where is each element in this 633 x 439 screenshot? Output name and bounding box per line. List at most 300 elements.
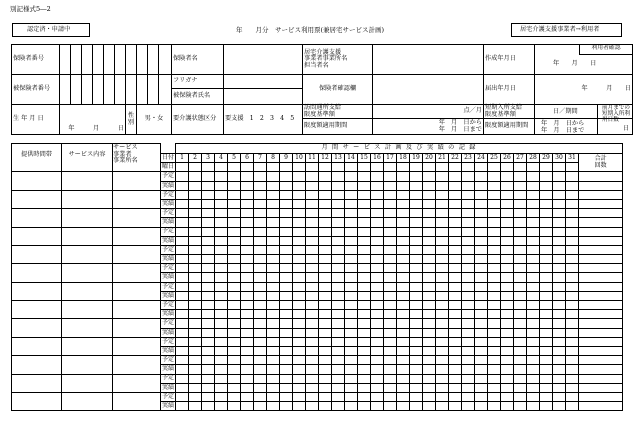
day-cell[interactable] (358, 356, 371, 365)
day-cell[interactable] (423, 282, 436, 291)
total-cell[interactable] (579, 190, 623, 199)
day-cell[interactable] (501, 273, 514, 282)
day-cell[interactable] (475, 310, 488, 319)
day-cell[interactable] (384, 190, 397, 199)
day-cell[interactable] (514, 301, 527, 310)
day-cell[interactable] (384, 402, 397, 411)
day-cell[interactable] (475, 301, 488, 310)
office-cell[interactable] (113, 282, 161, 300)
day-cell[interactable] (462, 365, 475, 374)
day-cell[interactable] (566, 356, 579, 365)
day-cell[interactable] (189, 319, 202, 328)
day-cell[interactable] (254, 273, 267, 282)
weekday-cell[interactable] (553, 163, 566, 172)
day-cell[interactable] (241, 310, 254, 319)
day-cell[interactable] (202, 301, 215, 310)
day-cell[interactable] (345, 264, 358, 273)
day-cell[interactable] (267, 291, 280, 300)
day-cell[interactable] (475, 282, 488, 291)
day-cell[interactable] (176, 337, 189, 346)
day-cell[interactable] (475, 199, 488, 208)
day-cell[interactable] (332, 236, 345, 245)
day-cell[interactable] (527, 209, 540, 218)
limit-period-value[interactable]: 年 月 日から 年 月 日まで (373, 119, 484, 135)
day-cell[interactable] (462, 199, 475, 208)
total-cell[interactable] (579, 181, 623, 190)
day-cell[interactable] (228, 172, 241, 181)
day-cell[interactable] (527, 319, 540, 328)
day-cell[interactable] (488, 218, 501, 227)
day-cell[interactable] (215, 227, 228, 236)
day-cell[interactable] (527, 337, 540, 346)
day-cell[interactable] (540, 402, 553, 411)
day-cell[interactable] (176, 273, 189, 282)
day-cell[interactable] (514, 190, 527, 199)
day-cell[interactable] (501, 337, 514, 346)
day-cell[interactable] (306, 172, 319, 181)
day-cell[interactable] (319, 402, 332, 411)
day-cell[interactable] (254, 337, 267, 346)
day-cell[interactable] (189, 328, 202, 337)
day-cell[interactable] (189, 374, 202, 383)
day-cell[interactable] (436, 199, 449, 208)
day-cell[interactable] (488, 310, 501, 319)
day-cell[interactable] (176, 199, 189, 208)
day-cell[interactable] (423, 218, 436, 227)
day-cell[interactable] (423, 383, 436, 392)
weekday-cell[interactable] (345, 163, 358, 172)
day-cell[interactable] (566, 392, 579, 401)
day-cell[interactable] (176, 383, 189, 392)
day-cell[interactable] (410, 209, 423, 218)
day-cell[interactable] (397, 218, 410, 227)
day-cell[interactable] (319, 346, 332, 355)
day-cell[interactable] (293, 365, 306, 374)
day-cell[interactable] (176, 365, 189, 374)
weekday-cell[interactable] (501, 163, 514, 172)
day-cell[interactable] (345, 365, 358, 374)
day-cell[interactable] (293, 374, 306, 383)
day-cell[interactable] (410, 383, 423, 392)
day-cell[interactable] (358, 310, 371, 319)
day-cell[interactable] (449, 402, 462, 411)
day-cell[interactable] (280, 245, 293, 254)
service-cell[interactable] (62, 337, 113, 355)
day-cell[interactable] (319, 383, 332, 392)
day-cell[interactable] (228, 190, 241, 199)
day-cell[interactable] (540, 282, 553, 291)
day-cell[interactable] (319, 245, 332, 254)
day-cell[interactable] (241, 383, 254, 392)
day-cell[interactable] (345, 245, 358, 254)
day-cell[interactable] (189, 236, 202, 245)
day-cell[interactable] (475, 365, 488, 374)
day-cell[interactable] (254, 245, 267, 254)
day-cell[interactable] (475, 356, 488, 365)
day-cell[interactable] (462, 190, 475, 199)
day-cell[interactable] (228, 374, 241, 383)
day-cell[interactable] (475, 328, 488, 337)
day-cell[interactable] (527, 310, 540, 319)
day-cell[interactable] (423, 328, 436, 337)
day-cell[interactable] (527, 301, 540, 310)
day-cell[interactable] (566, 273, 579, 282)
day-cell[interactable] (397, 392, 410, 401)
total-cell[interactable] (579, 392, 623, 401)
day-cell[interactable] (228, 356, 241, 365)
day-cell[interactable] (345, 227, 358, 236)
day-cell[interactable] (423, 356, 436, 365)
day-cell[interactable] (488, 383, 501, 392)
day-cell[interactable] (306, 319, 319, 328)
service-cell[interactable] (62, 374, 113, 392)
day-cell[interactable] (553, 273, 566, 282)
day-cell[interactable] (540, 301, 553, 310)
day-cell[interactable] (540, 255, 553, 264)
day-cell[interactable] (540, 337, 553, 346)
day-cell[interactable] (514, 337, 527, 346)
day-cell[interactable] (280, 402, 293, 411)
day-cell[interactable] (462, 255, 475, 264)
day-cell[interactable] (202, 172, 215, 181)
total-cell[interactable] (579, 209, 623, 218)
day-cell[interactable] (436, 236, 449, 245)
day-cell[interactable] (202, 199, 215, 208)
day-cell[interactable] (267, 392, 280, 401)
day-cell[interactable] (254, 346, 267, 355)
weekday-cell[interactable] (306, 163, 319, 172)
day-cell[interactable] (358, 172, 371, 181)
day-cell[interactable] (449, 346, 462, 355)
day-cell[interactable] (371, 328, 384, 337)
day-cell[interactable] (280, 282, 293, 291)
day-cell[interactable] (449, 365, 462, 374)
day-cell[interactable] (371, 291, 384, 300)
day-cell[interactable] (345, 301, 358, 310)
day-cell[interactable] (358, 301, 371, 310)
day-cell[interactable] (319, 301, 332, 310)
day-cell[interactable] (254, 236, 267, 245)
day-cell[interactable] (215, 328, 228, 337)
day-cell[interactable] (449, 273, 462, 282)
day-cell[interactable] (436, 190, 449, 199)
day-cell[interactable] (267, 310, 280, 319)
day-cell[interactable] (202, 337, 215, 346)
day-cell[interactable] (553, 356, 566, 365)
day-cell[interactable] (358, 227, 371, 236)
weekday-cell[interactable] (228, 163, 241, 172)
day-cell[interactable] (423, 255, 436, 264)
day-cell[interactable] (501, 236, 514, 245)
day-cell[interactable] (176, 181, 189, 190)
day-cell[interactable] (371, 255, 384, 264)
day-cell[interactable] (254, 310, 267, 319)
day-cell[interactable] (488, 365, 501, 374)
day-cell[interactable] (189, 356, 202, 365)
day-cell[interactable] (371, 356, 384, 365)
day-cell[interactable] (358, 218, 371, 227)
day-cell[interactable] (332, 328, 345, 337)
office-cell[interactable] (113, 374, 161, 392)
day-cell[interactable] (189, 402, 202, 411)
day-cell[interactable] (332, 392, 345, 401)
day-cell[interactable] (384, 264, 397, 273)
day-cell[interactable] (215, 172, 228, 181)
day-cell[interactable] (397, 402, 410, 411)
day-cell[interactable] (436, 383, 449, 392)
day-cell[interactable] (501, 255, 514, 264)
day-cell[interactable] (228, 273, 241, 282)
day-cell[interactable] (410, 328, 423, 337)
day-cell[interactable] (241, 319, 254, 328)
day-cell[interactable] (527, 356, 540, 365)
day-cell[interactable] (319, 374, 332, 383)
day-cell[interactable] (501, 383, 514, 392)
day-cell[interactable] (176, 346, 189, 355)
time-cell[interactable] (12, 190, 62, 208)
day-cell[interactable] (280, 319, 293, 328)
day-cell[interactable] (423, 337, 436, 346)
day-cell[interactable] (280, 218, 293, 227)
day-cell[interactable] (345, 236, 358, 245)
day-cell[interactable] (254, 264, 267, 273)
day-cell[interactable] (501, 319, 514, 328)
weekday-cell[interactable] (202, 163, 215, 172)
day-cell[interactable] (566, 172, 579, 181)
day-cell[interactable] (267, 181, 280, 190)
day-cell[interactable] (267, 346, 280, 355)
day-cell[interactable] (462, 310, 475, 319)
day-cell[interactable] (176, 301, 189, 310)
day-cell[interactable] (319, 282, 332, 291)
total-cell[interactable] (579, 291, 623, 300)
day-cell[interactable] (293, 346, 306, 355)
office-cell[interactable] (113, 227, 161, 245)
office-cell[interactable] (113, 356, 161, 374)
day-cell[interactable] (527, 264, 540, 273)
time-cell[interactable] (12, 356, 62, 374)
day-cell[interactable] (254, 199, 267, 208)
day-cell[interactable] (410, 301, 423, 310)
day-cell[interactable] (501, 392, 514, 401)
total-cell[interactable] (579, 255, 623, 264)
day-cell[interactable] (345, 383, 358, 392)
day-cell[interactable] (293, 227, 306, 236)
day-cell[interactable] (306, 282, 319, 291)
day-cell[interactable] (306, 383, 319, 392)
weekday-cell[interactable] (293, 163, 306, 172)
day-cell[interactable] (215, 374, 228, 383)
day-cell[interactable] (410, 199, 423, 208)
day-cell[interactable] (215, 218, 228, 227)
day-cell[interactable] (423, 181, 436, 190)
day-cell[interactable] (436, 209, 449, 218)
day-cell[interactable] (397, 301, 410, 310)
day-cell[interactable] (280, 190, 293, 199)
day-cell[interactable] (501, 301, 514, 310)
day-cell[interactable] (228, 245, 241, 254)
day-cell[interactable] (514, 346, 527, 355)
total-cell[interactable] (579, 319, 623, 328)
day-cell[interactable] (228, 328, 241, 337)
day-cell[interactable] (410, 282, 423, 291)
day-cell[interactable] (241, 282, 254, 291)
day-cell[interactable] (501, 328, 514, 337)
day-cell[interactable] (514, 255, 527, 264)
day-cell[interactable] (488, 319, 501, 328)
day-cell[interactable] (254, 255, 267, 264)
day-cell[interactable] (267, 227, 280, 236)
day-cell[interactable] (514, 383, 527, 392)
day-cell[interactable] (566, 236, 579, 245)
day-cell[interactable] (410, 392, 423, 401)
day-cell[interactable] (540, 291, 553, 300)
day-cell[interactable] (488, 328, 501, 337)
day-cell[interactable] (280, 346, 293, 355)
day-cell[interactable] (358, 236, 371, 245)
day-cell[interactable] (514, 374, 527, 383)
day-cell[interactable] (202, 264, 215, 273)
day-cell[interactable] (280, 392, 293, 401)
day-cell[interactable] (332, 319, 345, 328)
day-cell[interactable] (371, 282, 384, 291)
service-cell[interactable] (62, 245, 113, 263)
day-cell[interactable] (306, 255, 319, 264)
day-cell[interactable] (345, 172, 358, 181)
day-cell[interactable] (566, 374, 579, 383)
day-cell[interactable] (566, 264, 579, 273)
day-cell[interactable] (410, 190, 423, 199)
day-cell[interactable] (241, 402, 254, 411)
day-cell[interactable] (475, 383, 488, 392)
day-cell[interactable] (280, 337, 293, 346)
day-cell[interactable] (449, 236, 462, 245)
time-cell[interactable] (12, 245, 62, 263)
day-cell[interactable] (501, 291, 514, 300)
weekday-cell[interactable] (462, 163, 475, 172)
day-cell[interactable] (488, 209, 501, 218)
day-cell[interactable] (332, 337, 345, 346)
day-cell[interactable] (241, 273, 254, 282)
day-cell[interactable] (475, 227, 488, 236)
day-cell[interactable] (449, 319, 462, 328)
weekday-cell[interactable] (280, 163, 293, 172)
weekday-cell[interactable] (423, 163, 436, 172)
weekday-cell[interactable] (410, 163, 423, 172)
day-cell[interactable] (215, 337, 228, 346)
weekday-cell[interactable] (267, 163, 280, 172)
day-cell[interactable] (202, 255, 215, 264)
day-cell[interactable] (254, 319, 267, 328)
service-cell[interactable] (62, 282, 113, 300)
insurer-confirm-field[interactable] (373, 75, 484, 105)
day-cell[interactable] (189, 209, 202, 218)
day-cell[interactable] (397, 356, 410, 365)
day-cell[interactable] (293, 291, 306, 300)
day-cell[interactable] (397, 273, 410, 282)
day-cell[interactable] (384, 172, 397, 181)
day-cell[interactable] (488, 172, 501, 181)
day-cell[interactable] (358, 273, 371, 282)
day-cell[interactable] (527, 374, 540, 383)
day-cell[interactable] (540, 209, 553, 218)
day-cell[interactable] (449, 181, 462, 190)
notify-date-value[interactable]: 年 月 日 (535, 75, 633, 105)
sex-value[interactable]: 男・女 (137, 105, 172, 135)
day-cell[interactable] (215, 255, 228, 264)
day-cell[interactable] (189, 245, 202, 254)
service-cell[interactable] (62, 301, 113, 319)
day-cell[interactable] (332, 291, 345, 300)
day-cell[interactable] (215, 236, 228, 245)
day-cell[interactable] (319, 181, 332, 190)
insured-name-field[interactable] (224, 89, 303, 105)
day-cell[interactable] (358, 383, 371, 392)
day-cell[interactable] (176, 236, 189, 245)
day-cell[interactable] (267, 245, 280, 254)
day-cell[interactable] (280, 181, 293, 190)
day-cell[interactable] (514, 227, 527, 236)
day-cell[interactable] (488, 199, 501, 208)
day-cell[interactable] (423, 319, 436, 328)
day-cell[interactable] (462, 227, 475, 236)
day-cell[interactable] (475, 291, 488, 300)
weekday-cell[interactable] (488, 163, 501, 172)
day-cell[interactable] (254, 291, 267, 300)
day-cell[interactable] (436, 319, 449, 328)
time-cell[interactable] (12, 374, 62, 392)
day-cell[interactable] (306, 346, 319, 355)
birth-value[interactable]: 年 月 日 (60, 105, 126, 135)
day-cell[interactable] (215, 365, 228, 374)
day-cell[interactable] (501, 365, 514, 374)
day-cell[interactable] (254, 328, 267, 337)
day-cell[interactable] (488, 402, 501, 411)
day-cell[interactable] (332, 255, 345, 264)
day-cell[interactable] (566, 190, 579, 199)
day-cell[interactable] (267, 236, 280, 245)
day-cell[interactable] (475, 374, 488, 383)
day-cell[interactable] (462, 181, 475, 190)
day-cell[interactable] (293, 337, 306, 346)
weekday-cell[interactable] (332, 163, 345, 172)
day-cell[interactable] (215, 301, 228, 310)
day-cell[interactable] (384, 374, 397, 383)
day-cell[interactable] (319, 365, 332, 374)
day-cell[interactable] (241, 209, 254, 218)
day-cell[interactable] (202, 374, 215, 383)
day-cell[interactable] (436, 181, 449, 190)
day-cell[interactable] (241, 245, 254, 254)
day-cell[interactable] (189, 365, 202, 374)
day-cell[interactable] (332, 346, 345, 355)
day-cell[interactable] (436, 245, 449, 254)
day-cell[interactable] (501, 199, 514, 208)
day-cell[interactable] (436, 264, 449, 273)
day-cell[interactable] (176, 227, 189, 236)
day-cell[interactable] (254, 374, 267, 383)
day-cell[interactable] (189, 190, 202, 199)
day-cell[interactable] (527, 245, 540, 254)
day-cell[interactable] (215, 181, 228, 190)
day-cell[interactable] (540, 356, 553, 365)
day-cell[interactable] (566, 346, 579, 355)
day-cell[interactable] (332, 181, 345, 190)
day-cell[interactable] (293, 190, 306, 199)
day-cell[interactable] (332, 199, 345, 208)
day-cell[interactable] (462, 282, 475, 291)
day-cell[interactable] (215, 245, 228, 254)
